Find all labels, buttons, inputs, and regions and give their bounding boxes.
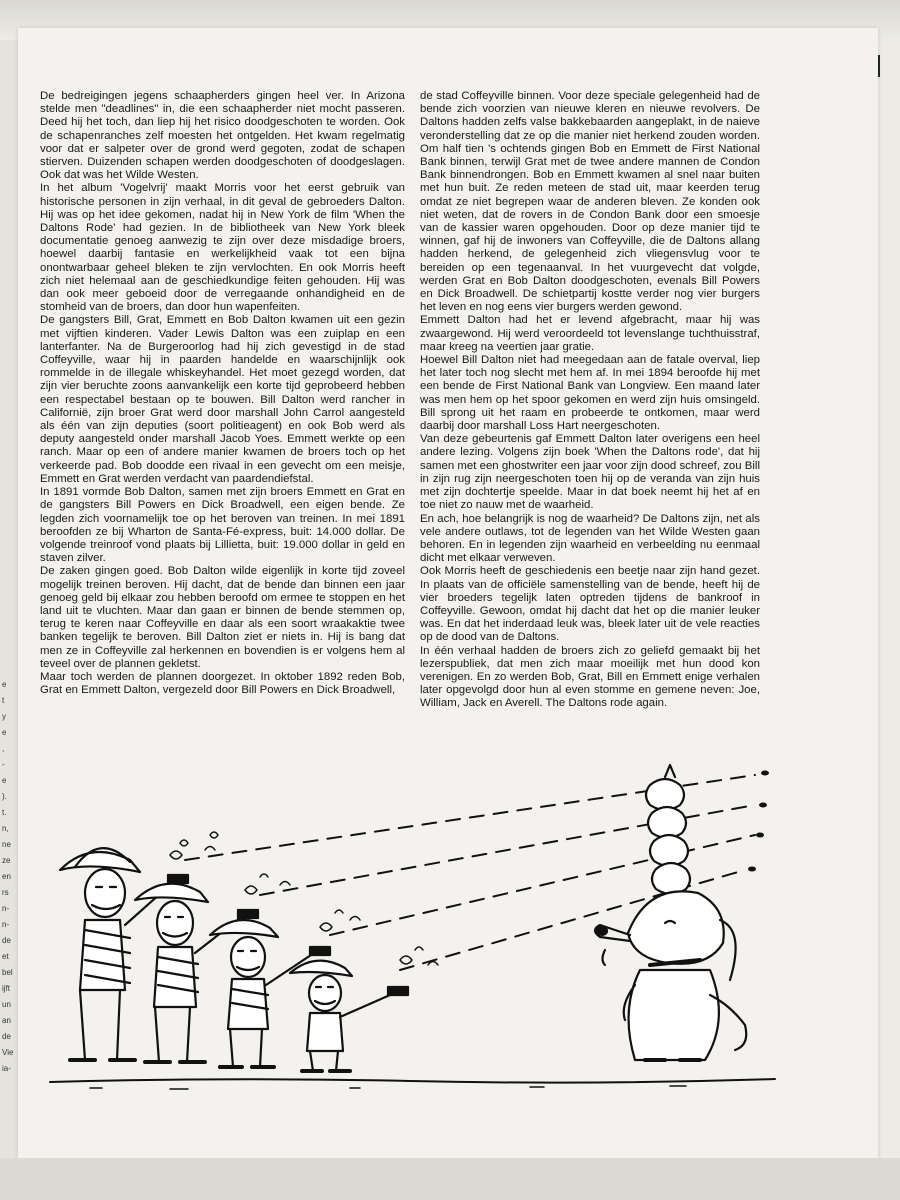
paragraph: Emmett Dalton had het er levend afgebracht, maar hij was zwaargewond. Hij werd veroordeeld tot levenslange tuchthuisstraf, maar kreeg na veertien jaar gratie.	[420, 314, 760, 353]
bullets	[748, 771, 769, 872]
dog-with-cans	[595, 765, 746, 1060]
facing-page-fragment: de	[2, 936, 11, 945]
left-text-column	[40, 90, 405, 697]
paragraph: Van deze gebeurtenis gaf Emmett Dalton later overigens een heel andere lezing. Volgens zijn boek 'When the Daltons rode', dat hij samen met een ghostwriter een jaar voor zijn dood schreef, zou Bill in zijn rug zijn neergeschoten toen hij op de veranda van zijn huis met zijn dochtertje speelde. Maar in dat boek neemt hij het af en toe niet zo nauw met de waarheid.	[420, 433, 760, 512]
facing-page-fragment: n,	[2, 824, 9, 833]
facing-page-fragment: n-	[2, 904, 10, 913]
right-text-column	[420, 90, 760, 711]
facing-page-fragment: e	[2, 680, 7, 689]
facing-page-fragment: ,	[2, 744, 5, 753]
ground-line	[50, 1079, 775, 1083]
paragraph: In 1891 vormde Bob Dalton, samen met zijn broers Emmett en Grat en de gangsters Bill Powers en Dick Broadwell, een eigen bende. Ze legden zich voornamelijk toe op het beroven van treinen. In mei 1891 beroofden ze bij Wharton de Santa-Fé-express, buit: 14.000 dollar. De volgende treinroof vond plaats bij Lillietta, buit: 19.000 dollar in geld en staven zilver.	[40, 486, 405, 565]
paragraph: De bedreigingen jegens schaapherders gingen heel ver. In Arizona stelde men "deadlines" in, die een schaapherder niet mocht passeren. Deed hij het toch, dan liep hij het risico doodgeschoten te worden. Ook de schapenranches zelf moesten het ontgelden. Het kwam regelmatig voor dat er salpeter over de grond werd gegoten, zodat de schapen stierven. Duizenden schapen werden doodgeschoten of doodgeslagen. Ook dat was het Wilde Westen.	[40, 90, 405, 182]
paragraph: In één verhaal hadden de broers zich zo geliefd gemaakt bij het lezerspubliek, dat men zich maar moeilijk met hun dood kon verenigen. En zo werden Bob, Grat, Bill en Emmett enige verhalen later opgevolgd door hun al even stomme en gemene neven: Joe, William, Jack en Averell. The Daltons rode again.	[420, 644, 760, 710]
facing-page-fragment: ze	[2, 856, 11, 865]
paragraph: Ook Morris heeft de geschiedenis een beetje naar zijn hand gezet. In plaats van de officiële samenstelling van de bende, heeft hij de vier broeders tegelijk laten optreden tijdens de bankroof in Coffeyville. Gewoon, omdat hij dacht dat het op die manier leuker was. En dat het inderdaad leuk was, bleek later uit de vele reacties op de dood van de Daltons.	[420, 565, 760, 644]
facing-page-fragment: de	[2, 1032, 11, 1041]
scan-bottom-band	[0, 1158, 900, 1200]
page-edge-mark	[878, 55, 880, 77]
facing-page-fragment: ne	[2, 840, 11, 849]
facing-page-strip	[0, 40, 20, 1160]
paragraph: Maar toch werden de plannen doorgezet. In oktober 1892 reden Bob, Grat en Emmett Dalton, vergezeld door Bill Powers en Dick Broadwell,	[40, 670, 405, 697]
facing-page-fragment: un	[2, 1000, 11, 1009]
facing-page-fragment: Vie	[2, 1048, 14, 1057]
paragraph: de stad Coffeyville binnen. Voor deze speciale gelegenheid had de bende zich voorzien van nieuwe kleren en nieuwe revolvers. De Daltons hadden zelfs valse bakkebaarden aangeplakt, in de naieve veronderstelling dat ze op die manier niet herkend zouden worden. Om half tien 's ochtends gingen Bob en Emmett de First National Bank binnen, terwijl Grat met de twee andere mannen de Condon Bank binnendrongen. Bob en Emmett kwamen al snel naar buiten met hun buit. Ze reden meteen de stad uit, maar keerden terug omdat ze niet begrepen waar de anderen bleven. Ze konden ook niet weten, dat de rovers in de Condon Bank door een smoesje van de kassier waren opgehouden. Door op deze manier tijd te winnen, gaf hij de inwoners van Coffeyville, die de Daltons allang hadden herkend, de gelegenheid zich vliegensvlug voor te bereiden op een tegenaanval. In het vuurgevecht dat volgde, werden Grat en Bob Dalton doodgeschoten, evenals Bill Powers en Dick Broadwell. De schietpartij kostte verder nog vier burgers het leven en nog eens vier burgers werden gewond.	[420, 90, 760, 314]
dalton-averell	[290, 961, 408, 1071]
facing-page-fragment: ijft	[2, 984, 10, 993]
facing-page-fragment: t	[2, 696, 5, 705]
paragraph: Hoewel Bill Dalton niet had meegedaan aan de fatale overval, liep het later toch nog slecht met hem af. In mei 1894 beroofde hij met een bende de First National Bank van Longview. Een maand later was men hem op het spoor gekomen en werd zijn huis omsingeld. Bill sprong uit het raam en probeerde te ontkomen, maar werd daarbij door marshall Loss Hart neergeschoten.	[420, 354, 760, 433]
paragraph: De gangsters Bill, Grat, Emmett en Bob Dalton kwamen uit een gezin met vijftien kinderen. Vader Lewis Dalton was een zuiplap en een lanterfanter. Na de Burgeroorlog had hij zich gevestigd in de stad Coffeyville, waar hij in paarden handelde en waarschijnlijk ook rommelde in de illegale whiskeyhandel. Het moet gezegd worden, dat zijn vier beruchte zoons aanvankelijk een korte tijd geprobeerd hebben een respectabel bestaan op te bouwen. Bill Dalton werd rancher in Californië, zijn broer Grat werd door marshall John Carrol aangesteld als één van zijn deputies (soort politieagent) en ook Bob werd als deputy aangesteld onder marshall Jacob Yoes. Emmett werkte op een ranch. Maar op een of andere manier kwamen de broers toch op het verkeerde pad. Bob doodde een rivaal in een gevecht om een meisje, Emmett en Grat werden verdacht van paardendiefstal.	[40, 314, 405, 485]
facing-page-fragment: ia-	[2, 1064, 11, 1073]
facing-page-fragment: et	[2, 952, 9, 961]
facing-page-fragment: an	[2, 1016, 11, 1025]
gun-smoke	[170, 832, 438, 965]
facing-page-fragment: y	[2, 712, 6, 721]
facing-page-fragment: en	[2, 872, 11, 881]
paragraph: In het album 'Vogelvrij' maakt Morris voor het eerst gebruik van historische personen in zijn verhaal, in dit geval de gebroeders Dalton. Hij was op het idee gekomen, nadat hij in New York de film 'When the Daltons Rode' had gezien. In de bibliotheek van New York bleek documentatie genoeg aanwezig te zijn over deze misdadige broers, hoewel daarbij fantasie en werkelijkheid vaak tot een bijna onontwarbaar geheel bleken te zijn vervlochten. En ook Morris heeft zich niet helemaal aan de geschiedkundige feiten gehouden. Hij was dan ook meer geboeid door de verregaande onhandigheid en de stomheid van de broers, dan door hun wapenfeiten.	[40, 182, 405, 314]
paragraph: De zaken gingen goed. Bob Dalton wilde eigenlijk in korte tijd zoveel mogelijk treinen beroven. Hij dacht, dat de bende dan binnen een jaar genoeg geld bij elkaar zou hebben beroofd om ermee te stoppen en het land uit te vluchten. Maar dan gaan er binnen de bende stemmen op, terug te keren naar Coffeyville en daar als een soort wraakaktie twee banken tegelijk te beroven. Bill Dalton ziet er niets in. Hij is bang dat men ze in Coffeyville zal herkennen en bovendien is er volgens hem al teveel over de plannen gekletst.	[40, 565, 405, 670]
facing-page-fragment: t.	[2, 808, 7, 817]
paragraph: En ach, hoe belangrijk is nog de waarheid? De Daltons zijn, net als vele andere outlaws, tot de legenden van het Wilde Westen gaan behoren. En in legenden zijn waarheid en verbeelding nu eenmaal dicht met elkaar verweven.	[420, 512, 760, 565]
facing-page-fragment: n-	[2, 920, 10, 929]
facing-page-fragment: -	[2, 760, 5, 769]
facing-page-fragment: e	[2, 776, 7, 785]
facing-page-fragment: ).	[2, 792, 7, 801]
facing-page-fragment: bel	[2, 968, 13, 977]
facing-page-fragment: rs	[2, 888, 9, 897]
daltons-shooting-illustration	[30, 755, 790, 1095]
facing-page-fragment: e	[2, 728, 7, 737]
